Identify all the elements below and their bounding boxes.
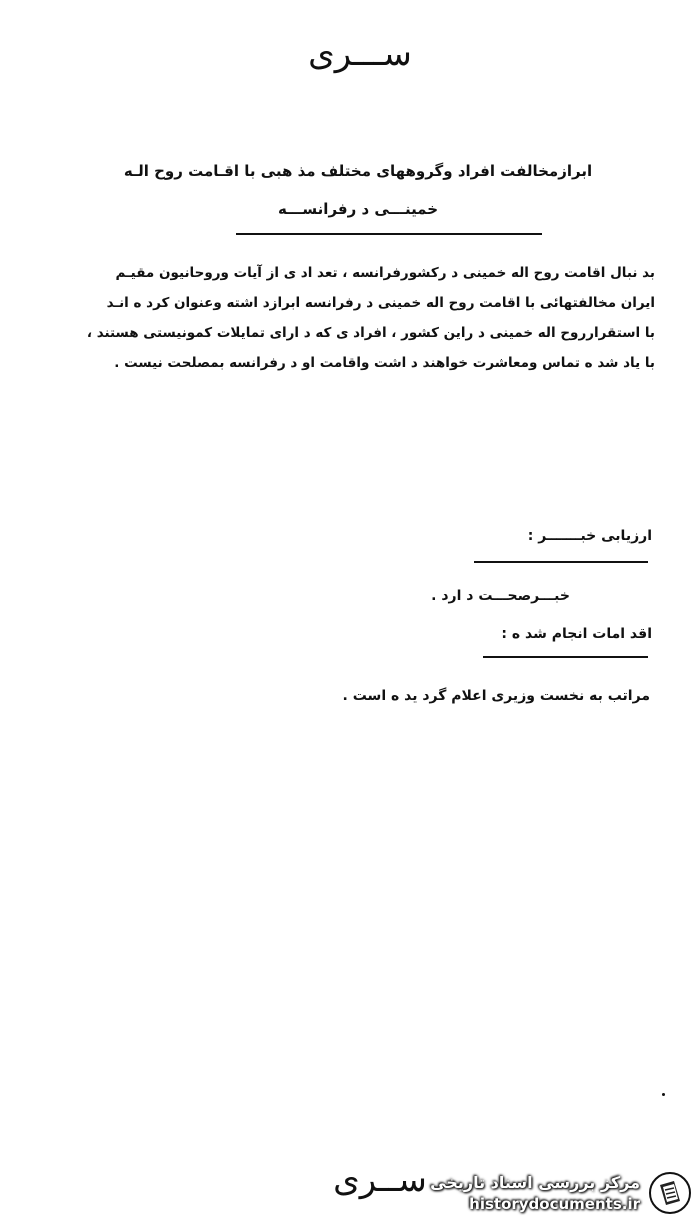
title-line-1: ابرازمخالفت افراد وگروههای مختلف مذ هبی با اقـامت روح الـه bbox=[123, 162, 593, 180]
actions-heading: اقد امات انجام شد ه : bbox=[501, 626, 652, 642]
document-archive-logo-icon bbox=[648, 1171, 692, 1215]
title-line-2: خمینـــی د رفرانســـه bbox=[277, 200, 439, 218]
document-body bbox=[15, 258, 655, 378]
watermark-text bbox=[430, 1172, 640, 1214]
document-title bbox=[98, 160, 618, 220]
watermark-title: مرکز بررسی اسناد تاریخی bbox=[430, 1173, 640, 1192]
title-underline bbox=[236, 233, 542, 235]
evaluation-heading: ارزیابی خبـــــــر : bbox=[527, 528, 652, 544]
stray-mark bbox=[662, 1093, 665, 1096]
classification-label-bottom: ســری bbox=[333, 1160, 427, 1200]
evaluation-text: خبـــرصحـــت د ارد . bbox=[431, 588, 570, 604]
body-line: ایران مخالفتهائی با اقامت روح اله خمینی د رفرانسه ابرازد اشته وعنوان کرد ه انـد bbox=[106, 295, 655, 311]
classification-label-top: ســـری bbox=[308, 34, 412, 74]
body-line: با یاد شد ه تماس ومعاشرت خواهند د اشت واقامت او د رفرانسه بمصلحت نیست . bbox=[114, 355, 655, 371]
body-line: با استقرارروح اله خمینی د راین کشور ، افراد ی که د ارای تمایلات کمونیستی هستند ، bbox=[86, 325, 655, 341]
watermark-url: historydocuments.ir bbox=[469, 1195, 640, 1213]
watermark bbox=[430, 1171, 692, 1215]
body-line: بد نبال اقامت روح اله خمینی د رکشورفرانسه ، تعد اد ی از آیات وروحانیون مقیـم bbox=[115, 265, 655, 281]
actions-heading-underline bbox=[483, 656, 648, 658]
evaluation-heading-underline bbox=[474, 561, 648, 563]
actions-text: مراتب به نخست وزیری اعلام گرد ید ه است . bbox=[342, 688, 650, 704]
